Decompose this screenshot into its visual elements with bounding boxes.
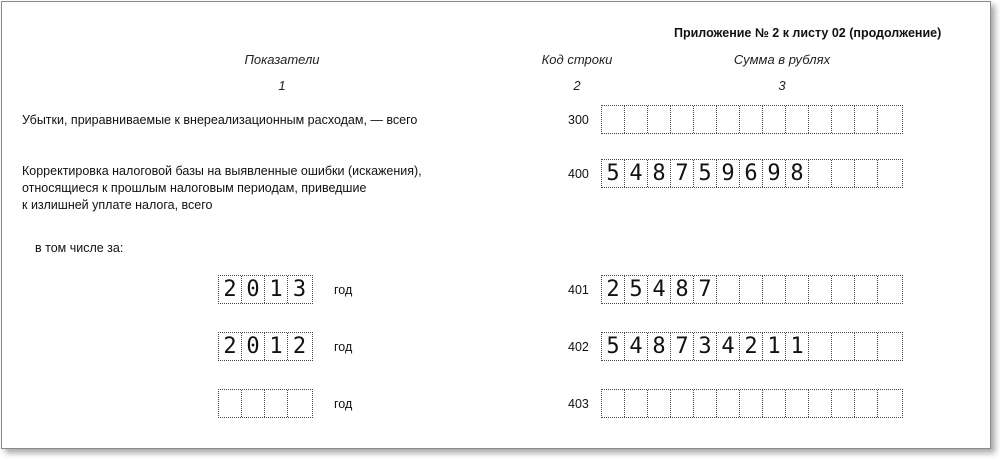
row-300-amount-field[interactable] xyxy=(601,105,903,134)
digit-cell xyxy=(809,160,832,187)
row-403-year-suffix: год xyxy=(334,397,353,411)
column-title-indicators: Показатели xyxy=(244,52,320,67)
digit-cell: 0 xyxy=(242,276,265,303)
digit-cell xyxy=(763,390,786,417)
digit-cell xyxy=(671,106,694,133)
digit-cell xyxy=(878,390,901,417)
row-401-year-field[interactable] xyxy=(218,275,313,304)
digit-cell xyxy=(832,333,855,360)
digit-cell xyxy=(763,276,786,303)
digit-cell xyxy=(855,390,878,417)
digit-cell xyxy=(832,160,855,187)
digit-cell xyxy=(832,106,855,133)
row-401-code: 401 xyxy=(568,283,589,297)
column-title-amount-rub: Сумма в рублях xyxy=(733,52,831,67)
digit-cell xyxy=(763,106,786,133)
digit-cell xyxy=(717,276,740,303)
digit-cell: 4 xyxy=(625,160,648,187)
digit-cell: 5 xyxy=(625,276,648,303)
digit-cell: 1 xyxy=(265,333,288,360)
digit-cell xyxy=(809,333,832,360)
digit-cell xyxy=(671,390,694,417)
row-400-code: 400 xyxy=(568,167,589,181)
digit-cell: 0 xyxy=(242,333,265,360)
digit-cell xyxy=(855,160,878,187)
row-401-year-suffix: год xyxy=(334,283,353,297)
digit-cell xyxy=(648,106,671,133)
digit-cell: 3 xyxy=(694,333,717,360)
row-402-year-suffix: год xyxy=(334,340,353,354)
row-402-code: 402 xyxy=(568,340,589,354)
row-400-amount-field[interactable] xyxy=(601,159,903,188)
digit-cell xyxy=(878,276,901,303)
digit-cell xyxy=(265,390,288,417)
digit-cell: 2 xyxy=(219,333,242,360)
digit-cell xyxy=(786,276,809,303)
column-number-1: 1 xyxy=(278,78,286,93)
row-300-label: Убытки, приравниваемые к внереализационным расходам, — всего xyxy=(22,113,418,127)
row-400-label-line-2: относящиеся к прошлым налоговым периодам, приведшие xyxy=(22,181,367,195)
digit-cell xyxy=(878,333,901,360)
digit-cell: 4 xyxy=(648,276,671,303)
digit-cell: 2 xyxy=(292,334,307,359)
digit-cell xyxy=(625,390,648,417)
digit-cell: 5 xyxy=(602,333,625,360)
digit-cell: 8 xyxy=(648,333,671,360)
digit-cell xyxy=(832,390,855,417)
digit-cell: 3 xyxy=(292,277,307,302)
digit-cell xyxy=(878,160,901,187)
digit-cell: 8 xyxy=(671,276,694,303)
digit-cell xyxy=(717,106,740,133)
row-403-amount-field[interactable] xyxy=(601,389,903,418)
digit-cell xyxy=(740,390,763,417)
column-number-3: 3 xyxy=(778,78,786,93)
digit-cell xyxy=(855,276,878,303)
digit-cell xyxy=(648,390,671,417)
digit-cell: 5 xyxy=(694,160,717,187)
digit-cell: 9 xyxy=(717,160,740,187)
row-402-amount-field[interactable] xyxy=(601,332,903,361)
column-title-line-code: Код строки xyxy=(541,52,613,67)
digit-cell xyxy=(809,390,832,417)
digit-cell xyxy=(740,106,763,133)
digit-cell: 5 xyxy=(602,160,625,187)
column-number-2: 2 xyxy=(573,78,581,93)
digit-cell: 7 xyxy=(671,333,694,360)
digit-cell: 1 xyxy=(265,276,288,303)
row-400-label-line-3: к излишней уплате налога, всего xyxy=(22,198,213,212)
row-300-code: 300 xyxy=(568,113,589,127)
digit-cell: 8 xyxy=(648,160,671,187)
digit-cell: 9 xyxy=(763,160,786,187)
digit-cell xyxy=(717,390,740,417)
digit-cell xyxy=(786,106,809,133)
digit-cell: 1 xyxy=(763,333,786,360)
row-402-year-field[interactable] xyxy=(218,332,313,361)
appendix-title: Приложение № 2 к листу 02 (продолжение) xyxy=(674,26,942,40)
digit-cell xyxy=(242,390,265,417)
digit-cell: 7 xyxy=(671,160,694,187)
row-400-label-line-1: Корректировка налоговой базы на выявленные ошибки (искажения), xyxy=(22,164,422,178)
digit-cell xyxy=(809,276,832,303)
digit-cell xyxy=(694,106,717,133)
digit-cell: 2 xyxy=(219,276,242,303)
digit-cell xyxy=(602,106,625,133)
digit-cell xyxy=(288,390,311,417)
digit-cell xyxy=(832,276,855,303)
digit-cell: 6 xyxy=(740,160,763,187)
digit-cell xyxy=(878,106,901,133)
digit-cell xyxy=(855,106,878,133)
digit-cell: 4 xyxy=(717,333,740,360)
digit-cell xyxy=(602,390,625,417)
digit-cell: 2 xyxy=(602,276,625,303)
digit-cell: 8 xyxy=(786,160,809,187)
row-401-amount-field[interactable] xyxy=(601,275,903,304)
digit-cell xyxy=(219,390,242,417)
digit-cell xyxy=(694,390,717,417)
digit-cell xyxy=(740,276,763,303)
including-label: в том числе за: xyxy=(35,241,124,255)
digit-cell: 4 xyxy=(625,333,648,360)
row-403-code: 403 xyxy=(568,397,589,411)
row-403-year-field[interactable] xyxy=(218,389,313,418)
digit-cell xyxy=(786,390,809,417)
digit-cell xyxy=(809,106,832,133)
form-sheet xyxy=(1,1,991,449)
digit-cell: 1 xyxy=(786,333,809,360)
digit-cell xyxy=(625,106,648,133)
digit-cell xyxy=(855,333,878,360)
digit-cell: 2 xyxy=(740,333,763,360)
digit-cell: 7 xyxy=(694,276,717,303)
